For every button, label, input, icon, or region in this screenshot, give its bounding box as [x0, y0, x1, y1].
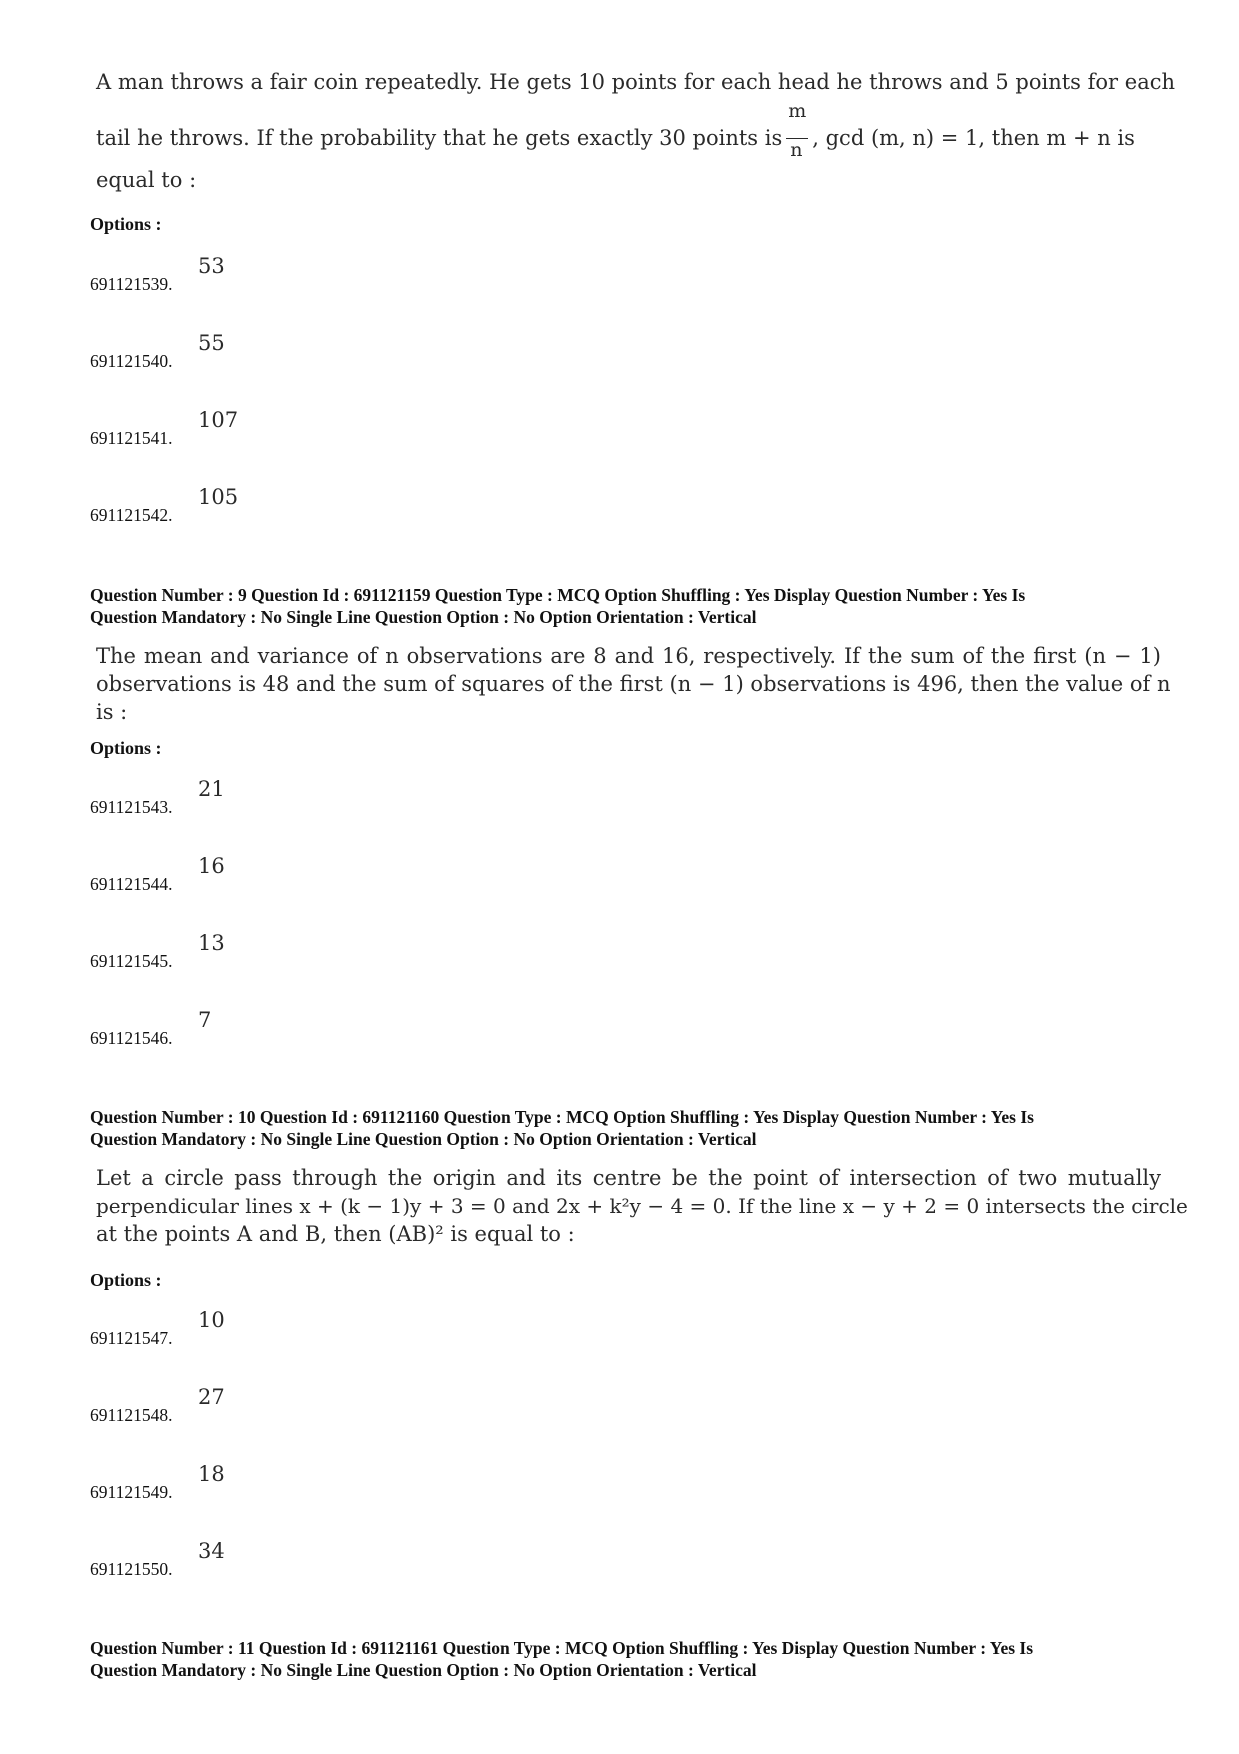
q8-option[interactable] — [90, 485, 490, 525]
q10-text-line2: perpendicular lines x + (k − 1)y + 3 = 0 and 2x + k²y − 4 = 0. If the line x − y + 2 = 0 intersects the circle — [96, 1194, 1188, 1218]
q9-text-line3: is : — [96, 700, 128, 724]
option-value: 105 — [198, 485, 239, 509]
q10-meta-line1: Question Number : 10 Question Id : 691121160 Question Type : MCQ Option Shuffling : Yes Display Question Number : Yes Is — [90, 1107, 1034, 1127]
q8-options-label: Options : — [90, 214, 162, 234]
option-value: 34 — [198, 1539, 225, 1563]
q9-option[interactable] — [90, 931, 490, 971]
option-id: 691121549. — [90, 1482, 173, 1502]
option-id: 691121546. — [90, 1028, 173, 1048]
q8-option[interactable] — [90, 408, 490, 448]
option-value: 7 — [198, 1008, 212, 1032]
option-id: 691121550. — [90, 1559, 173, 1579]
option-value: 18 — [198, 1462, 225, 1486]
q9-option[interactable] — [90, 1008, 490, 1048]
q8-option[interactable] — [90, 331, 490, 371]
option-value: 13 — [198, 931, 225, 955]
q9-meta-line2: Question Mandatory : No Single Line Question Option : No Option Orientation : Vertical — [90, 607, 757, 627]
option-id: 691121543. — [90, 797, 173, 817]
q10-option[interactable] — [90, 1539, 490, 1579]
option-value: 107 — [198, 408, 239, 432]
option-value: 21 — [198, 777, 225, 801]
frac-denominator: n — [790, 138, 803, 161]
option-value: 53 — [198, 254, 225, 278]
option-id: 691121547. — [90, 1328, 173, 1348]
q11-meta-line1: Question Number : 11 Question Id : 691121161 Question Type : MCQ Option Shuffling : Yes Display Question Number : Yes Is — [90, 1638, 1034, 1658]
option-id: 691121548. — [90, 1405, 173, 1425]
q8-text-line1: A man throws a fair coin repeatedly. He gets 10 points for each head he throws and 5 points for each — [96, 70, 1175, 94]
option-value: 16 — [198, 854, 225, 878]
q11-meta-line2: Question Mandatory : No Single Line Question Option : No Option Orientation : Vertical — [90, 1660, 757, 1680]
frac-numerator: m — [788, 99, 807, 122]
q10-option[interactable] — [90, 1385, 490, 1425]
option-id: 691121544. — [90, 874, 173, 894]
option-id: 691121542. — [90, 505, 173, 525]
option-value: 10 — [198, 1308, 225, 1332]
option-id: 691121539. — [90, 274, 173, 294]
option-id: 691121540. — [90, 351, 173, 371]
q10-option[interactable] — [90, 1462, 490, 1502]
q8-text-line2a: tail he throws. If the probability that he gets exactly 30 points is — [96, 126, 783, 150]
option-id: 691121545. — [90, 951, 173, 971]
q9-option[interactable] — [90, 854, 490, 894]
q8-text-line2b: , gcd (m, n) = 1, then m + n is — [812, 126, 1135, 150]
q9-text-line2: observations is 48 and the sum of squares of the first (n − 1) observations is 496, then the value of n — [96, 672, 1171, 696]
option-value: 27 — [198, 1385, 225, 1409]
q10-option[interactable] — [90, 1308, 490, 1348]
q9-options-label: Options : — [90, 738, 162, 758]
q9-meta-line1: Question Number : 9 Question Id : 691121159 Question Type : MCQ Option Shuffling : Yes Display Question Number : Yes Is — [90, 585, 1026, 605]
q9-option[interactable] — [90, 777, 490, 817]
q10-text-line3: at the points A and B, then (AB)² is equal to : — [96, 1222, 575, 1246]
q8-text-line2 — [96, 99, 1161, 161]
option-id: 691121541. — [90, 428, 173, 448]
q8-text-line3: equal to : — [96, 168, 197, 192]
q8-option[interactable] — [90, 254, 490, 294]
q10-options-label: Options : — [90, 1270, 162, 1290]
q10-text-line1: Let a circle pass through the origin and its centre be the point of intersection of two mutually — [96, 1166, 1161, 1190]
q10-meta-line2: Question Mandatory : No Single Line Question Option : No Option Orientation : Vertical — [90, 1129, 757, 1149]
fraction-m-over-n — [786, 99, 808, 161]
q9-text-line1: The mean and variance of n observations are 8 and 16, respectively. If the sum of the first (n − 1) — [96, 644, 1161, 668]
option-value: 55 — [198, 331, 225, 355]
